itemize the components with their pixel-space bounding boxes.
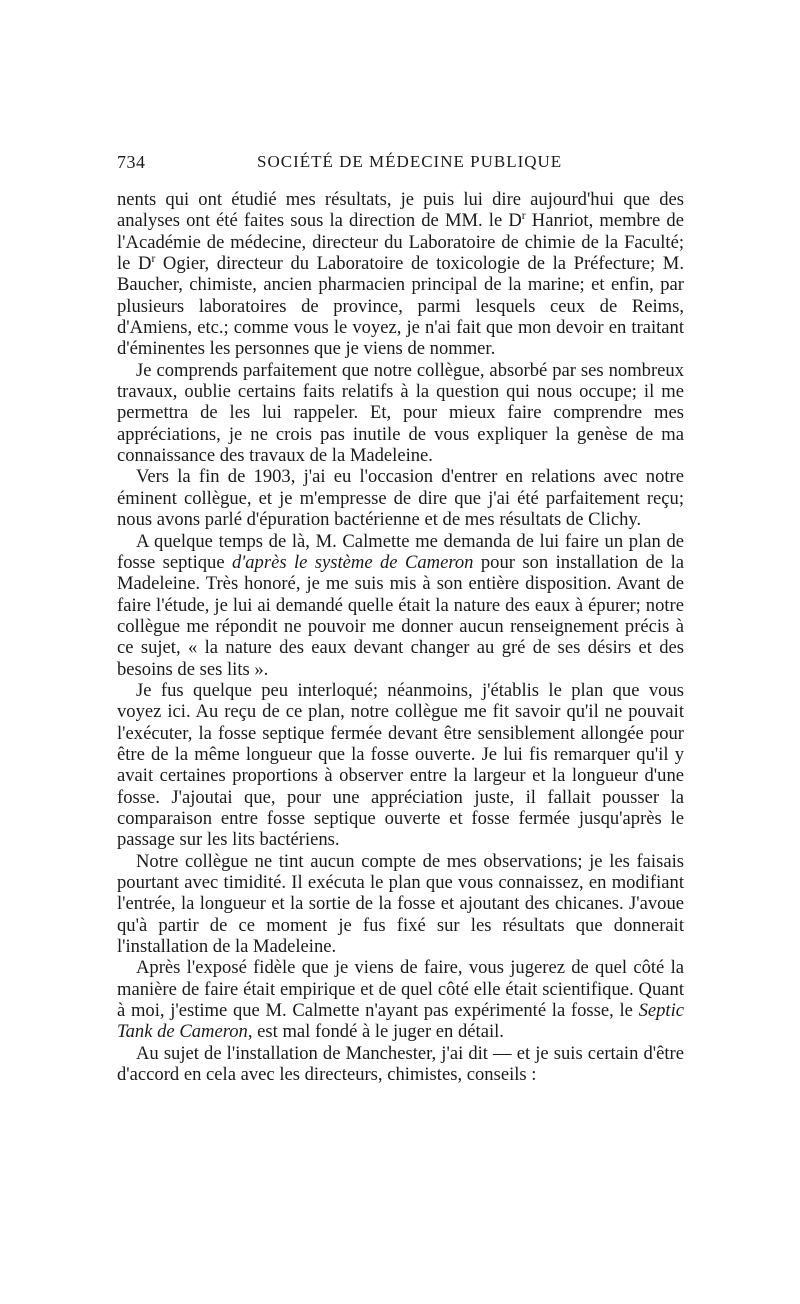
text-run: Après l'exposé fidèle que je viens de faire, vous jugerez de quel côté la manière de faire était empirique et de quel côté elle était scientifique. Quant à moi, j'estime que M. Calmette n'ayant pas expérimenté la fosse, le [117,957,684,1022]
text-run: Je fus quelque peu interloqué; néanmoins, j'établis le plan que vous voyez ici. Au reçu de ce plan, notre collègue me fit savoir qu'il ne pouvait l'exécuter, la fosse septique fermée devant être sensiblement allongée pour être de la même longueur que la fosse ouverte. Je lui fis remarquer qu'il y avait certaines proportions à observer entre la largeur et la longueur d'une fosse. J'ajoutai que, pour une appréciation juste, il fallait pousser la comparaison entre fosse septique ouverte et fosse fermée jusqu'après le passage sur les lits bactériens. [117,679,684,851]
text-run: A quelque temps de là, M. Calmette me demanda de lui faire un plan de fosse septique [117,530,684,573]
text-run: nents qui ont étudié mes résultats, je puis lui dire aujourd'hui que des analyses ont été faites sous la direction de MM. le D [117,189,684,232]
paragraph [117,851,684,958]
paragraph [117,360,684,467]
body-text [117,189,684,1085]
text-run: , est mal fondé à le juger en détail. [247,1021,504,1043]
paragraph [117,1043,684,1086]
italic-text: Septic Tank de Cameron [117,1000,684,1043]
paragraph [117,680,684,851]
superscript: r [521,210,526,223]
text-run: Hanriot, membre de l'Académie de médecine, directeur du Laboratoire de chimie de la Faculté; le D [117,210,684,275]
text-run: Notre collègue ne tint aucun compte de mes observations; je les faisais pourtant avec timidité. Il exécuta le plan que vous connaissez, en modifiant l'entrée, la longueur et la sortie de la fosse et ajoutant des chicanes. J'avoue qu'à partir de ce moment je fus fixé sur les résultats que donnerait l'installation de la Madeleine. [117,850,684,958]
italic-text: d'après le système de Cameron [231,551,474,573]
running-title: SOCIÉTÉ DE MÉDECINE PUBLIQUE [257,152,563,171]
superscript: r [151,252,156,265]
page-number: 734 [117,152,146,172]
text-run: Ogier, directeur du Laboratoire de toxicologie de la Préfecture; M. Baucher, chimiste, ancien pharmacien principal de la marine; et enfin, par plusieurs laboratoires de province, parmi lesquels ceux de Reims, d'Amiens, etc.; comme vous le voyez, je n'ai fait que mon devoir en traitant d'éminentes les personnes que je viens de nommer. [117,253,684,360]
paragraph [117,957,684,1042]
paragraph [117,466,684,530]
text-run: Vers la fin de 1903, j'ai eu l'occasion d'entrer en relations avec notre éminent collègue, et je m'empresse de dire que j'ai été parfaitement reçu; nous avons parlé d'épuration bactérienne et de mes résultats de Clichy. [117,466,684,531]
text-run: Je comprends parfaitement que notre collègue, absorbé par ses nombreux travaux, oublie certains faits relatifs à la question qui nous occupe; il me permettra de les lui rappeler. Et, pour mieux faire comprendre mes appréciations, je ne crois pas inutile de vous expliquer la genèse de ma connaissance des travaux de la Madeleine. [117,359,684,467]
paragraph [117,531,684,680]
paragraph [117,189,684,360]
running-header [117,152,683,176]
text-run: Au sujet de l'installation de Manchester, j'ai dit — et je suis certain d'être d'accord en cela avec les directeurs, chimistes, conseils : [117,1042,684,1086]
text-run: pour son installation de la Madeleine. Très honoré, je me suis mis à son entière disposition. Avant de faire l'étude, je lui ai demandé quelle était la nature des eaux à épurer; notre collègue me répondit ne pouvoir me donner aucun renseignement précis à ce sujet, « la nature des eaux devant changer au gré de ses désirs et des besoins de ses lits ». [117,551,684,680]
